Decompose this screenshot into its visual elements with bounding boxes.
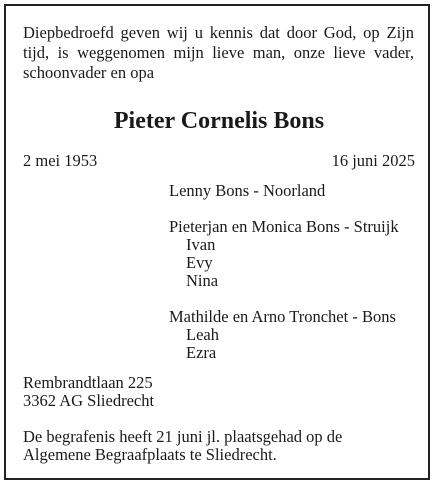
- funeral-notice: [23, 428, 415, 464]
- spacer: [169, 290, 419, 308]
- address-block: [23, 374, 154, 410]
- life-dates: [23, 151, 415, 171]
- address-street: Rembrandtlaan 225: [23, 373, 153, 392]
- intro-text: Diepbedroefd geven wij u kennis dat door God, op Zijn tijd, is weggenomen mijn lieve man, onze lieve vader, schoonvader en opa: [23, 23, 414, 82]
- deceased-name: Pieter Cornelis Bons: [113, 108, 325, 134]
- spouse-name: Lenny Bons - Noorland: [169, 181, 326, 200]
- funeral-notice-line: Algemene Begraafplaats te Sliedrecht.: [23, 445, 277, 464]
- address-city: 3362 AG Sliedrecht: [23, 391, 155, 410]
- grandchild-name: Ivan: [186, 235, 216, 254]
- death-date: 16 juni 2025: [331, 151, 415, 170]
- grandchild-name: Ezra: [186, 343, 217, 362]
- birth-date: 2 mei 1953: [23, 151, 98, 170]
- family-list: [169, 182, 419, 362]
- grandchild-name: Evy: [186, 253, 213, 272]
- spacer: [169, 200, 419, 218]
- family-parents: Mathilde en Arno Tronchet - Bons: [169, 307, 396, 326]
- grandchild-name: Leah: [186, 325, 219, 344]
- funeral-notice-line: De begrafenis heeft 21 juni jl. plaatsgehad op de: [23, 427, 343, 446]
- family-parents: Pieterjan en Monica Bons - Struijk: [169, 217, 399, 236]
- grandchild-name: Nina: [186, 271, 219, 290]
